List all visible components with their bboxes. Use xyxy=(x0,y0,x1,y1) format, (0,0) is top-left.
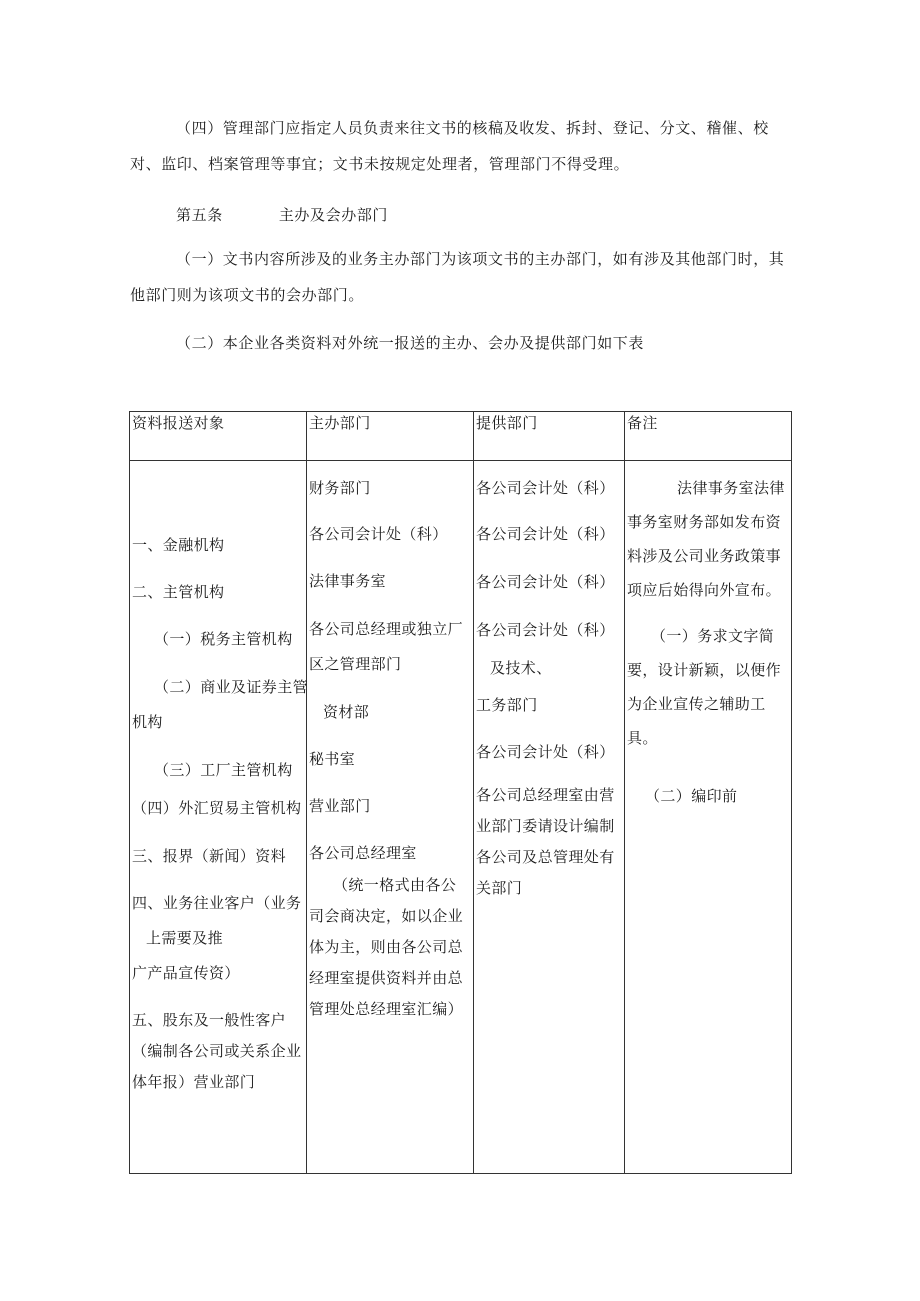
paragraph-clause-2: （二）本企业各类资料对外统一报送的主办、会办及提供部门如下表 xyxy=(176,334,645,352)
lead-department-item: 秘书室 xyxy=(309,750,356,768)
recipient-item: （四）外汇贸易主管机构 xyxy=(132,799,302,817)
provider-department-cell xyxy=(474,461,625,1174)
provider-department-item: 工务部门 xyxy=(476,696,538,714)
header-cell: 提供部门 xyxy=(474,412,625,461)
recipient-item: （一）税务主管机构 xyxy=(154,630,293,648)
paragraph-clause-1: （一）文书内容所涉及的业务主办部门为该项文书的主办部门，如有涉及其他部门时，其他部门则为该项文书的会办部门。 xyxy=(130,250,785,304)
header-cell: 资料报送对象 xyxy=(130,412,307,461)
lead-department-item: 法律事务室 xyxy=(309,572,387,590)
article-title: 主办及会办部门 xyxy=(278,206,389,224)
provider-department-item: 各公司会计处（科） xyxy=(476,743,615,761)
recipient-item: 四、业务往业客户（业务 xyxy=(132,894,302,912)
article-number: 第五条 xyxy=(176,206,223,224)
provider-department-note: 各公司总经理室由营业部门委请设计编制各公司及总管理处有关部门 xyxy=(476,786,615,897)
lead-department-item: 各公司总经理室 xyxy=(309,844,417,862)
lead-department-item: 各公司会计处（科） xyxy=(309,525,448,543)
lead-department-item: 区之管理部门 xyxy=(309,655,402,673)
recipient-item: 一、金融机构 xyxy=(132,536,225,554)
lead-department-item: 各公司总经理或独立厂 xyxy=(309,620,464,638)
recipient-item: 上需要及推 xyxy=(146,929,224,947)
recipient-item: 五、股东及一般性客户（编制各公司或关系企业体年报）营业部门 xyxy=(132,1011,302,1091)
provider-department-item: 各公司会计处（科） xyxy=(476,479,615,497)
paragraph-clause-4: （四）管理部门应指定人员负责来往文书的核稿及收发、拆封、登记、分文、稽催、校对、监印、档案管理等事宜；文书未按规定处理者，管理部门不得受理。 xyxy=(130,119,769,173)
recipient-item: 机构 xyxy=(132,713,163,731)
header-cell: 主办部门 xyxy=(307,412,474,461)
provider-department-item: 各公司会计处（科） xyxy=(476,525,615,543)
recipients-cell xyxy=(130,461,307,1174)
table-header-row xyxy=(130,412,792,461)
recipient-item: （二）商业及证券主管 xyxy=(154,678,309,696)
lead-department-item: 财务部门 xyxy=(309,479,371,497)
remark-item: （二）编印前 xyxy=(645,787,738,805)
recipient-item: （三）工厂主管机构 xyxy=(154,761,293,779)
provider-department-item: 各公司会计处（科） xyxy=(476,573,615,591)
recipient-item: 三、报界（新闻）资料 xyxy=(132,847,287,865)
provider-department-item: 各公司会计处（科） xyxy=(476,621,615,639)
remarks-cell xyxy=(625,461,792,1174)
lead-department-item: 营业部门 xyxy=(309,797,371,815)
table-body-row xyxy=(130,461,792,1174)
provider-department-item: 及技术、 xyxy=(490,659,552,677)
recipient-item: 广产品宣传资） xyxy=(132,964,240,982)
lead-department-cell xyxy=(307,461,474,1174)
departments-table xyxy=(129,411,792,1174)
header-cell: 备注 xyxy=(625,412,792,461)
remark-item: （一）务求文字简要，设计新颖，以便作为企业宣传之辅助工具。 xyxy=(627,627,782,747)
lead-department-item: 资材部 xyxy=(323,703,370,721)
recipient-item: 二、主管机构 xyxy=(132,583,225,601)
remark-item: 法律事务室法律事务室财务部如发布资料涉及公司业务政策事项应后始得向外宣布。 xyxy=(627,479,785,599)
article-heading xyxy=(176,197,388,233)
lead-department-note: （统一格式由各公司会商决定，如以企业体为主，则由各公司总经理室提供资料并由总管理处总经理室汇编） xyxy=(309,876,464,1018)
